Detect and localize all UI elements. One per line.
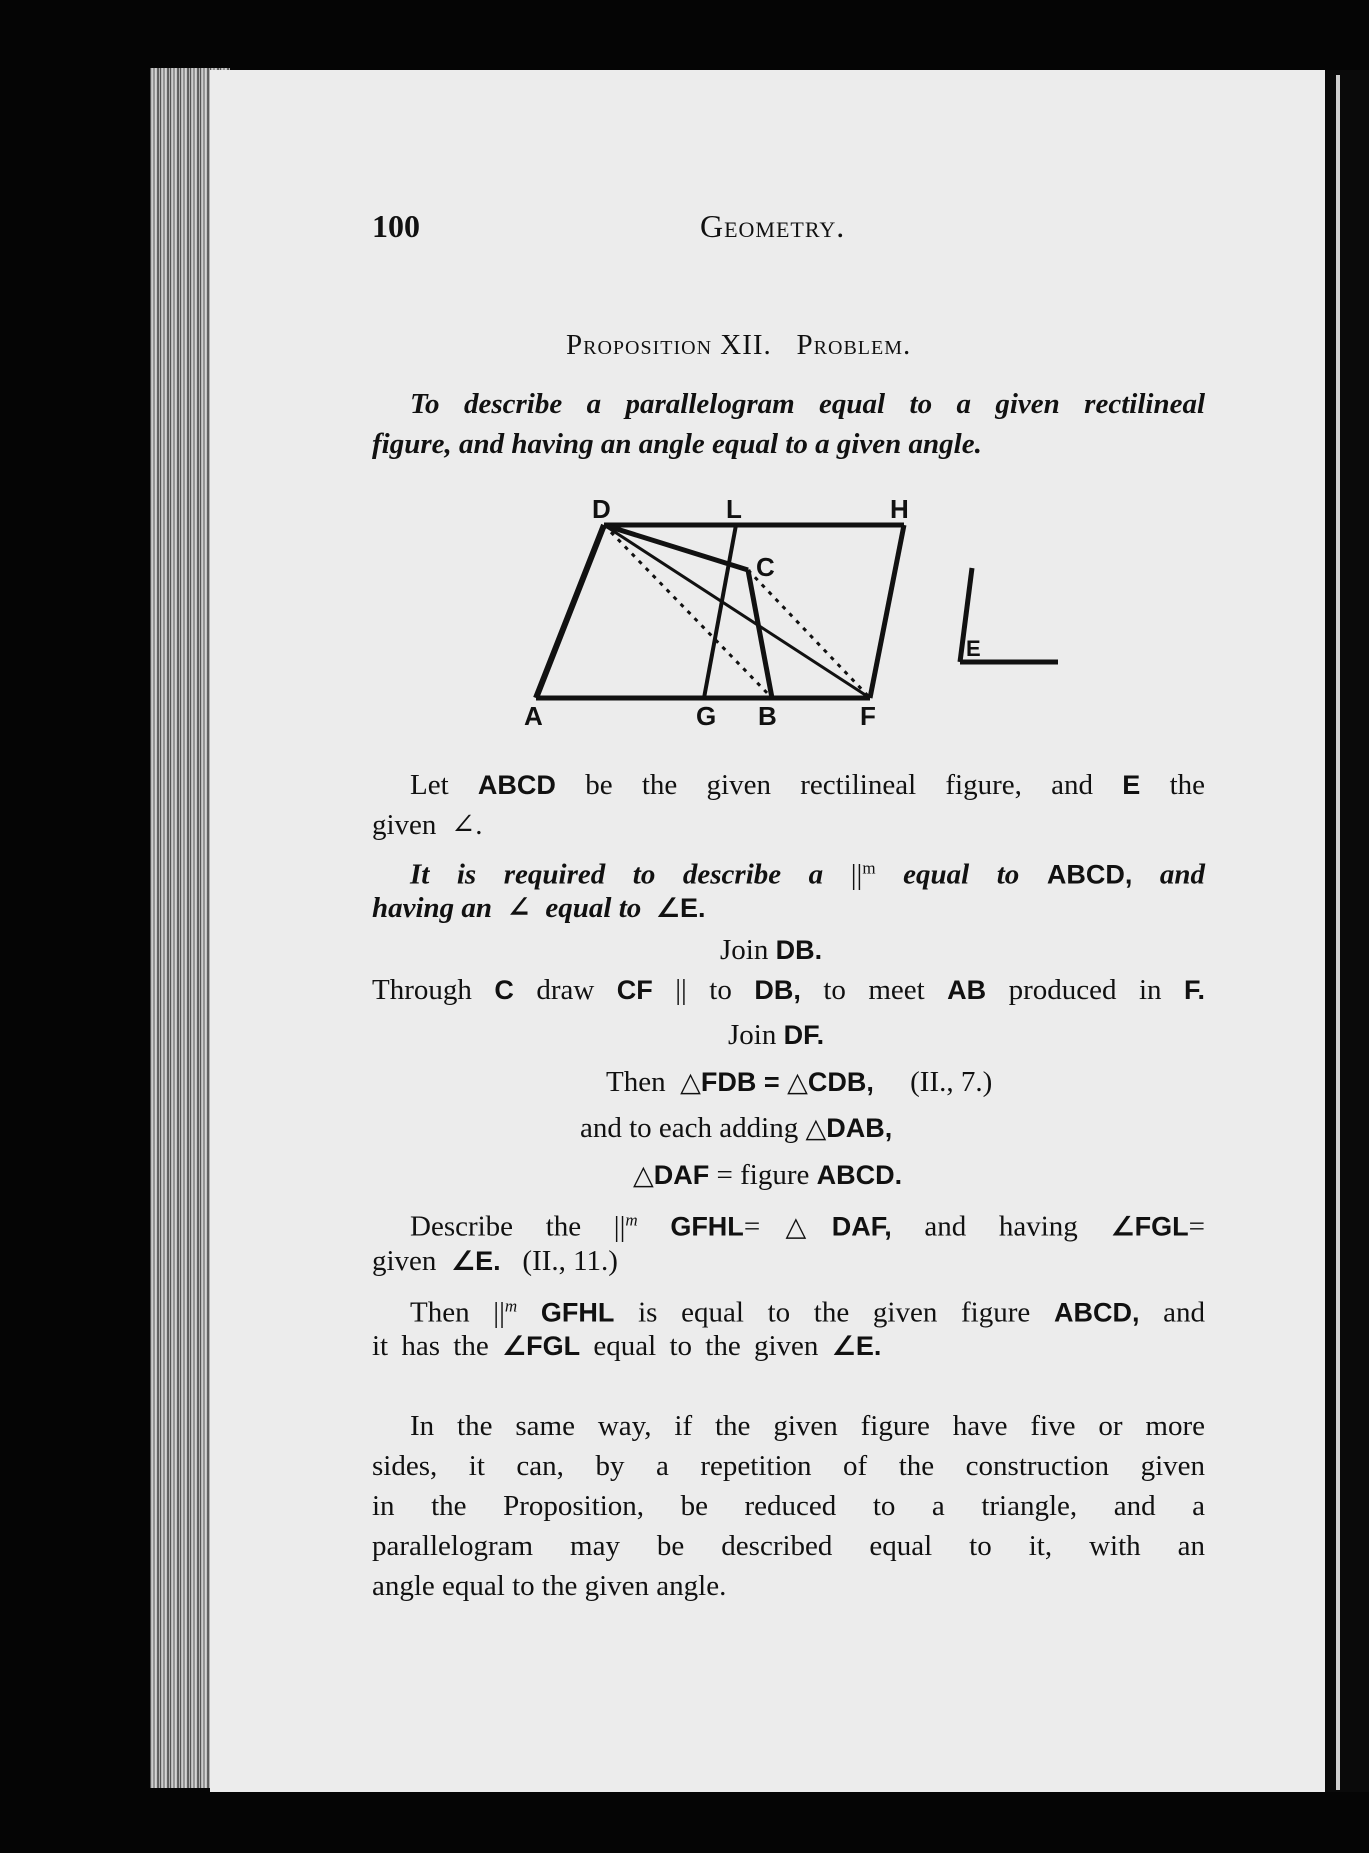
side-AD (536, 525, 604, 698)
label-H: H (890, 494, 909, 524)
note-line-2: sides, it can, by a repetition of the construction given (372, 1450, 1205, 1482)
running-title: Geometry. (700, 208, 846, 244)
note-line-3: in the Proposition, be reduced to a triangle, and a (372, 1490, 1205, 1522)
page-number: 100 (372, 208, 420, 244)
label-B: B (758, 701, 777, 731)
body-line-1: Let ABCD be the given rectilineal figure, and E the (410, 769, 1206, 801)
body-line-8: Then △FDB = △CDB, (II., 7.) (606, 1066, 993, 1098)
body-line-9: and to each adding △DAB, (580, 1112, 893, 1144)
note-line-5: angle equal to the given angle. (372, 1570, 727, 1602)
body-line-12: given ∠E. (II., 11.) (372, 1245, 618, 1277)
side-LG (704, 525, 736, 698)
side-HF (870, 525, 904, 698)
geometry-figure (0, 0, 1369, 760)
label-C: C (756, 552, 775, 582)
body-line-5: Join DB. (720, 934, 823, 966)
label-A: A (524, 701, 543, 731)
body-line-6: Through C draw CF || to DB, to meet AB produced in F. (372, 974, 1206, 1006)
label-L: L (726, 494, 742, 524)
label-G: G (696, 701, 717, 731)
body-line-14: it has the ∠FGL equal to the given ∠E. (372, 1330, 882, 1362)
enunciation-line-2: figure, and having an angle equal to a given angle. (372, 428, 982, 460)
enunciation-line-1: To describe a parallelogram equal to a given rectilineal (410, 388, 1205, 420)
body-line-13: Then $||^m$ GFHL is equal to the given figure ABCD, and (410, 1296, 1206, 1329)
body-line-2: given ∠. (372, 809, 483, 841)
body-line-3: It is required to describe a $||^m$ equal to ABCD, and (410, 858, 1206, 891)
proposition-number: Proposition XII. (566, 329, 772, 361)
body-line-11: Describe the $||^m$ GFHL=△DAF, and having ∠FGL= (410, 1210, 1205, 1243)
label-F: F (860, 701, 876, 731)
body-line-10: △DAF = figure ABCD. (633, 1159, 903, 1191)
label-E: E (966, 636, 981, 661)
body-line-4: having an ∠ equal to ∠E. (372, 892, 706, 924)
note-line-4: parallelogram may be described equal to it, with an (372, 1530, 1205, 1562)
label-D: D (592, 494, 611, 524)
note-line-1: In the same way, if the given figure have five or more (410, 1410, 1205, 1442)
proposition-type: Problem. (796, 329, 912, 361)
body-line-7: Join DF. (728, 1019, 825, 1051)
line-DF (604, 525, 870, 698)
